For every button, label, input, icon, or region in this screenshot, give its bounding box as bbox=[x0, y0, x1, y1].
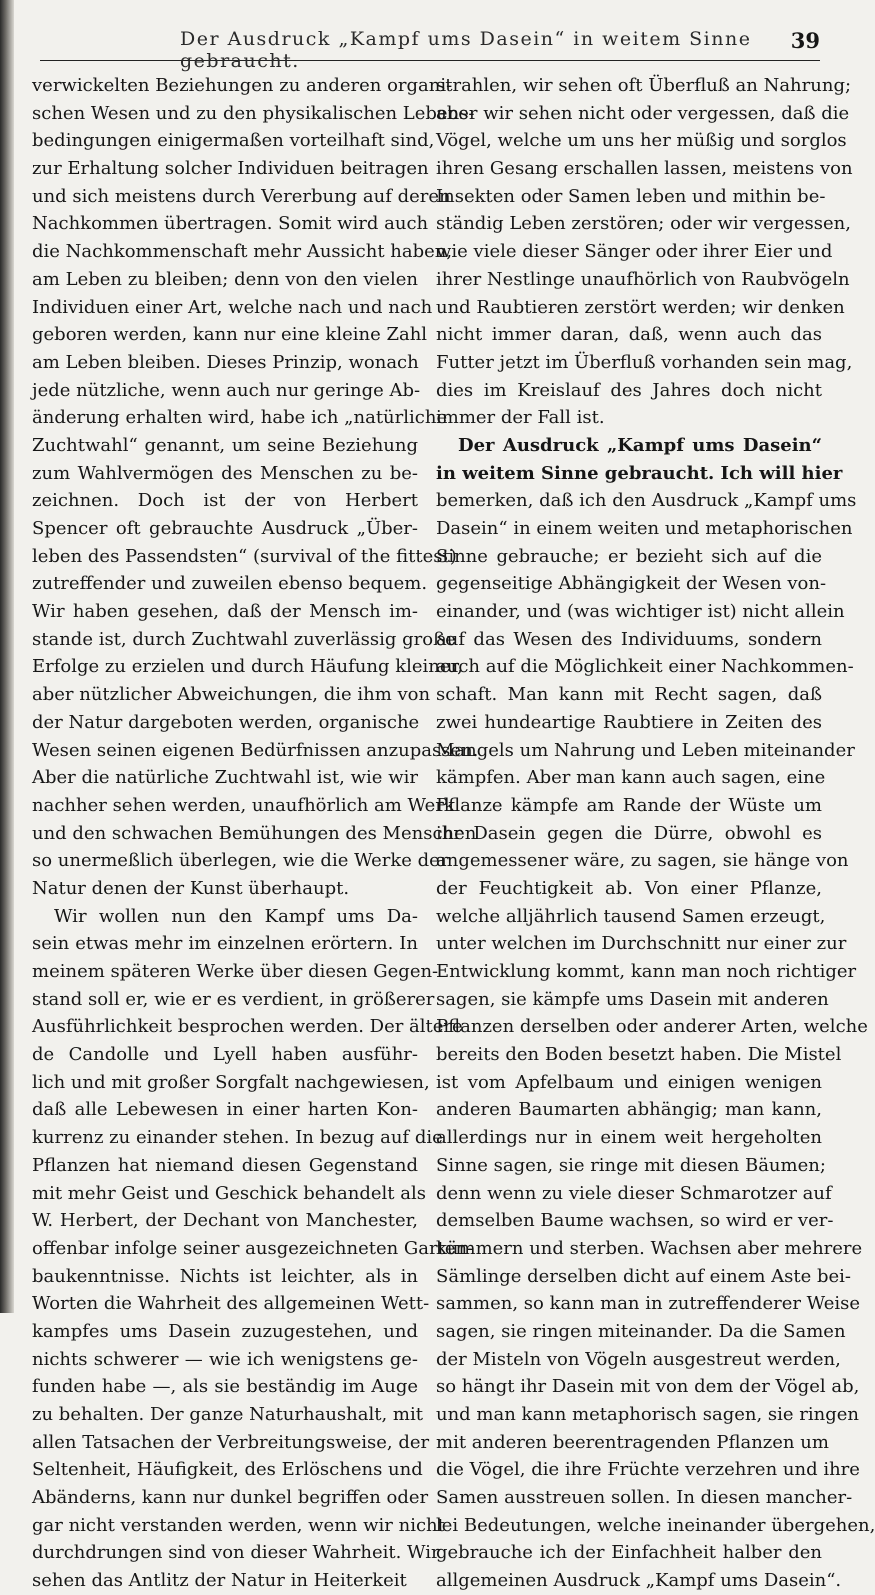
text-line: und sich meistens durch Vererbung auf deren bbox=[32, 185, 451, 207]
text-line: Ausführlichkeit besprochen werden. Der ältere bbox=[32, 1016, 463, 1038]
text-line: nichts schwerer — wie ich wenigstens ge- bbox=[32, 1348, 418, 1370]
text-line: lich und mit großer Sorgfalt nachgewiesen, bbox=[32, 1071, 430, 1093]
text-line: W. Herbert, der Dechant von Manchester, bbox=[32, 1210, 418, 1232]
text-line: einander, und (was wichtiger ist) nicht allein bbox=[436, 601, 845, 623]
text-line: kümmern und sterben. Wachsen aber mehrere bbox=[436, 1237, 863, 1259]
text-line: aber nützlicher Abweichungen, die ihm von bbox=[32, 684, 431, 706]
text-line: am Leben zu bleiben; denn von den vielen bbox=[32, 268, 418, 290]
text-line: Futter jetzt im Überfluß vorhanden sein mag, bbox=[436, 351, 853, 373]
text-line: Sinne sagen, sie ringe mit diesen Bäumen; bbox=[436, 1154, 826, 1176]
text-line: sammen, so kann man in zutreffenderer Weise bbox=[436, 1293, 861, 1315]
text-line: allen Tatsachen der Verbreitungsweise, der bbox=[32, 1431, 430, 1453]
text-line: ihren Gesang erschallen lassen, meistens von bbox=[436, 158, 853, 180]
text-line: zum Wahlvermögen des Menschen zu be- bbox=[32, 462, 418, 484]
text-line: Natur denen der Kunst überhaupt. bbox=[32, 877, 350, 899]
text-line: demselben Baume wachsen, so wird er ver- bbox=[436, 1210, 834, 1232]
header-title: Der Ausdruck „Kampf ums Dasein“ in weitem Sinne gebraucht. bbox=[180, 28, 752, 72]
text-line: anderen Baumarten abhängig; man kann, bbox=[436, 1099, 822, 1121]
text-line: am Leben bleiben. Dieses Prinzip, wonach bbox=[32, 351, 419, 373]
text-line: und Raubtieren zerstört werden; wir denken bbox=[436, 296, 845, 318]
text-line: die Vögel, die ihre Früchte verzehren und ihre bbox=[436, 1459, 860, 1481]
text-line: Spencer oft gebrauchte Ausdruck „Über- bbox=[32, 518, 418, 539]
text-line: allgemeinen Ausdruck „Kampf ums Dasein“. bbox=[436, 1570, 842, 1592]
text-line: nicht immer daran, daß, wenn auch das bbox=[436, 324, 822, 346]
text-line: zutreffender und zuweilen ebenso bequem. bbox=[32, 573, 428, 595]
text-line: änderung erhalten wird, habe ich „natürliche bbox=[32, 407, 448, 429]
text-line: wie viele dieser Sänger oder ihrer Eier und bbox=[436, 241, 833, 263]
text-line: Wir haben gesehen, daß der Mensch im- bbox=[32, 601, 418, 623]
running-header bbox=[40, 26, 820, 72]
text-line: strahlen, wir sehen oft Überfluß an Nahrung; bbox=[436, 75, 852, 96]
text-line: der Misteln von Vögeln ausgestreut werden, bbox=[436, 1348, 841, 1370]
page-binding-edge bbox=[0, 0, 14, 1313]
text-line: daß alle Lebewesen in einer harten Kon- bbox=[32, 1099, 418, 1121]
text-line: gegenseitige Abhängigkeit der Wesen von- bbox=[436, 573, 827, 595]
text-line: ihrer Nestlinge unaufhörlich von Raubvögeln bbox=[436, 268, 850, 290]
text-line: Wesen seinen eigenen Bedürfnissen anzupassen. bbox=[32, 739, 479, 761]
text-line: Erfolge zu erzielen und durch Häufung kleiner, bbox=[32, 656, 463, 678]
text-line: Pflanzen hat niemand diesen Gegenstand bbox=[32, 1154, 418, 1176]
text-line: mit mehr Geist und Geschick behandelt als bbox=[32, 1182, 426, 1204]
text-line: funden habe —, als sie beständig im Auge bbox=[32, 1376, 418, 1398]
text-line: die Nachkommenschaft mehr Aussicht haben, bbox=[32, 241, 453, 263]
text-line: auf das Wesen des Individuums, sondern bbox=[436, 628, 822, 650]
text-line: de Candolle und Lyell haben ausführ- bbox=[32, 1044, 418, 1066]
text-line: zu behalten. Der ganze Naturhaushalt, mit bbox=[32, 1404, 423, 1425]
text-line: geboren werden, kann nur eine kleine Zahl bbox=[32, 324, 428, 346]
text-line: Der Ausdruck „Kampf ums Dasein“ bbox=[458, 434, 822, 456]
text-line: aber wir sehen nicht oder vergessen, daß die bbox=[436, 102, 850, 124]
text-line: sein etwas mehr im einzelnen erörtern. In bbox=[32, 933, 418, 955]
text-line: denn wenn zu viele dieser Schmarotzer auf bbox=[436, 1182, 832, 1204]
text-line: Sinne gebrauche; er bezieht sich auf die bbox=[436, 545, 822, 567]
text-line: und den schwachen Bemühungen des Menschen bbox=[32, 822, 477, 844]
text-line: so hängt ihr Dasein mit von dem der Vögel ab, bbox=[436, 1376, 860, 1398]
text-line: Worten die Wahrheit des allgemeinen Wett- bbox=[32, 1293, 430, 1315]
text-line: verwickelten Beziehungen zu anderen organi- bbox=[32, 75, 453, 96]
text-line: stande ist, durch Zuchtwahl zuverlässig große bbox=[32, 628, 456, 650]
text-line: gebrauche ich der Einfachheit halber den bbox=[436, 1542, 822, 1564]
text-line: Samen ausstreuen sollen. In diesen mancher- bbox=[436, 1487, 853, 1509]
text-line: jede nützliche, wenn auch nur geringe Ab- bbox=[32, 379, 421, 401]
text-line: durchdrungen sind von dieser Wahrheit. Wir bbox=[32, 1542, 440, 1564]
text-line: sagen, sie ringen miteinander. Da die Samen bbox=[436, 1320, 846, 1342]
text-line: Seltenheit, Häufigkeit, des Erlöschens und bbox=[32, 1459, 423, 1481]
text-line: Pflanzen derselben oder anderer Arten, welche bbox=[436, 1016, 868, 1038]
text-line: kurrenz zu einander stehen. In bezug auf die bbox=[32, 1127, 443, 1149]
text-line: stand soll er, wie er es verdient, in größerer bbox=[32, 988, 435, 1010]
text-line: dies im Kreislauf des Jahres doch nicht bbox=[436, 379, 822, 401]
text-line: Entwicklung kommt, kann man noch richtiger bbox=[436, 961, 857, 982]
text-line: kampfes ums Dasein zuzugestehen, und bbox=[32, 1320, 418, 1342]
text-line: mit anderen beerentragenden Pflanzen um bbox=[436, 1431, 829, 1453]
text-line: gar nicht verstanden werden, wenn wir nicht bbox=[32, 1514, 445, 1536]
text-line: leben des Passendsten“ (survival of the fittest) bbox=[32, 545, 457, 567]
text-line: Individuen einer Art, welche nach und nach bbox=[32, 296, 433, 318]
text-line: Insekten oder Samen leben und mithin be- bbox=[436, 185, 826, 207]
text-line: lei Bedeutungen, welche ineinander übergehen, bbox=[436, 1514, 875, 1536]
text-line: meinem späteren Werke über diesen Gegen- bbox=[32, 961, 439, 982]
text-body bbox=[32, 72, 875, 1592]
text-line: der Feuchtigkeit ab. Von einer Pflanze, bbox=[436, 877, 822, 899]
text-line: Dasein“ in einem weiten und metaphorischen bbox=[436, 518, 853, 539]
text-line: zwei hundeartige Raubtiere in Zeiten des bbox=[436, 711, 822, 733]
page-number: 39 bbox=[790, 28, 820, 53]
text-line: bemerken, daß ich den Ausdruck „Kampf ums bbox=[436, 490, 857, 512]
text-line: offenbar infolge seiner ausgezeichneten Garten- bbox=[32, 1237, 474, 1259]
text-line: sagen, sie kämpfe ums Dasein mit anderen bbox=[436, 988, 829, 1010]
text-line: immer der Fall ist. bbox=[436, 407, 605, 429]
text-line: in weitem Sinne gebraucht. Ich will hier bbox=[436, 462, 843, 484]
text-line: Abänderns, kann nur dunkel begriffen oder bbox=[32, 1487, 429, 1509]
text-line: und man kann metaphorisch sagen, sie ringen bbox=[436, 1404, 859, 1425]
text-line: Vögel, welche um uns her müßig und sorglos bbox=[436, 130, 847, 152]
text-line: Aber die natürliche Zuchtwahl ist, wie wir bbox=[32, 767, 418, 789]
right-column bbox=[436, 72, 875, 1592]
left-column bbox=[32, 72, 479, 1592]
text-line: welche alljährlich tausend Samen erzeugt, bbox=[436, 905, 826, 927]
text-line: ihr Dasein gegen die Dürre, obwohl es bbox=[436, 822, 822, 844]
text-line: sehen das Antlitz der Natur in Heiterkeit bbox=[32, 1570, 407, 1592]
text-line: kämpfen. Aber man kann auch sagen, eine bbox=[436, 767, 826, 789]
text-line: allerdings nur in einem weit hergeholten bbox=[436, 1127, 822, 1149]
text-line: Zuchtwahl“ genannt, um seine Beziehung bbox=[32, 434, 418, 456]
text-line: bereits den Boden besetzt haben. Die Mistel bbox=[436, 1044, 842, 1066]
text-line: auch auf die Möglichkeit einer Nachkommen- bbox=[436, 656, 854, 678]
text-line: angemessener wäre, zu sagen, sie hänge von bbox=[436, 850, 849, 872]
text-line: zur Erhaltung solcher Individuen beitragen bbox=[32, 158, 429, 180]
text-line: Wir wollen nun den Kampf ums Da- bbox=[54, 905, 418, 927]
text-line: ist vom Apfelbaum und einigen wenigen bbox=[436, 1071, 822, 1093]
text-line: Pflanze kämpfe am Rande der Wüste um bbox=[436, 794, 822, 816]
text-line: Nachkommen übertragen. Somit wird auch bbox=[32, 213, 429, 235]
text-line: baukenntnisse. Nichts ist leichter, als in bbox=[32, 1265, 418, 1287]
text-line: unter welchen im Durchschnitt nur einer zur bbox=[436, 933, 847, 955]
text-line: Sämlinge derselben dicht auf einem Aste bei- bbox=[436, 1265, 851, 1287]
text-line: der Natur dargeboten werden, organische bbox=[32, 711, 420, 733]
text-line: schaft. Man kann mit Recht sagen, daß bbox=[436, 684, 822, 706]
text-line: Mangels um Nahrung und Leben miteinander bbox=[436, 739, 855, 761]
text-line: bedingungen einigermaßen vorteilhaft sind, bbox=[32, 130, 435, 152]
text-line: so unermeßlich überlegen, wie die Werke der bbox=[32, 850, 449, 872]
text-line: ständig Leben zerstören; oder wir vergessen, bbox=[436, 213, 851, 235]
text-line: schen Wesen und zu den physikalischen Lebens- bbox=[32, 102, 475, 124]
text-line: zeichnen. Doch ist der von Herbert bbox=[32, 490, 418, 512]
text-line: nachher sehen werden, unaufhörlich am Werk bbox=[32, 794, 455, 816]
